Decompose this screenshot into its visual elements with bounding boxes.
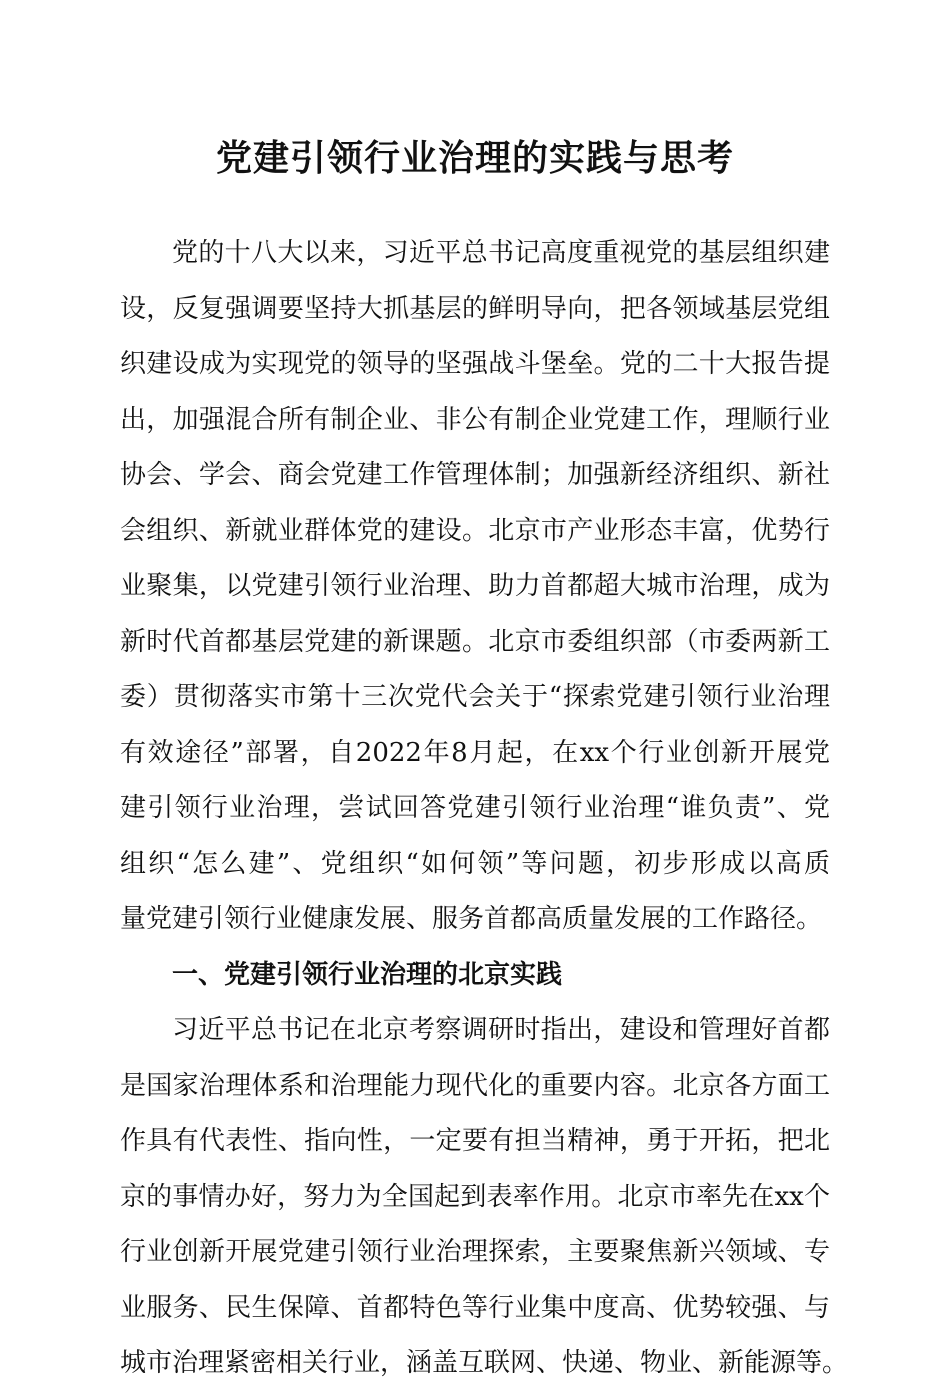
paragraph-line: 业聚集，以党建引领行业治理、助力首都超大城市治理，成为 [120, 571, 830, 601]
paragraph-line: 会组织、新就业群体党的建设。北京市产业形态丰富，优势行 [120, 515, 830, 546]
paragraph-1 [120, 226, 830, 948]
paragraph-line: 行业创新开展党建引领行业治理探索，主要聚焦新兴领域、专 [120, 1237, 830, 1267]
document-title: 党建引领行业治理的实践与思考 [215, 137, 734, 179]
paragraph-line: 是国家治理体系和治理能力现代化的重要内容。北京各方面工 [120, 1070, 830, 1101]
paragraph-2 [120, 1003, 849, 1392]
paragraph-line: 习近平总书记在北京考察调研时指出，建设和管理好首都 [172, 1015, 830, 1045]
paragraph-line: 出，加强混合所有制企业、非公有制企业党建工作，理顺行业 [120, 404, 830, 435]
paragraph-line: 建引领行业治理，尝试回答党建引领行业治理“谁负责”、党 [120, 793, 830, 823]
paragraph-line: 组织“怎么建”、党组织“如何领”等问题，初步形成以高质 [120, 848, 830, 879]
paragraph-line: 设，反复强调要坚持大抓基层的鲜明导向，把各领域基层党组 [120, 293, 830, 324]
paragraph-line: 量党建引领行业健康发展、服务首都高质量发展的工作路径。 [120, 904, 823, 934]
paragraph-line: 委）贯彻落实市第十三次党代会关于“探索党建引领行业治理 [120, 682, 830, 712]
paragraph-line: 业服务、民生保障、首都特色等行业集中度高、优势较强、与 [120, 1292, 830, 1323]
paragraph-line: 京的事情办好，努力为全国起到表率作用。北京市率先在xx个 [120, 1181, 830, 1212]
paragraph-line: 新时代首都基层党建的新课题。北京市委组织部（市委两新工 [120, 626, 830, 657]
paragraph-line: 作具有代表性、指向性，一定要有担当精神，勇于开拓，把北 [120, 1126, 830, 1156]
paragraph-line: 党的十八大以来，习近平总书记高度重视党的基层组织建 [172, 238, 830, 268]
paragraph-line: 协会、学会、商会党建工作管理体制；加强新经济组织、新社 [120, 460, 830, 490]
paragraph-line: 有效途径”部署，自2022年8月起，在xx个行业创新开展党 [120, 737, 830, 768]
section-heading: 一、党建引领行业治理的北京实践 [172, 959, 563, 990]
document-body [120, 226, 849, 1392]
paragraph-line: 城市治理紧密相关行业，涵盖互联网、快递、物业、新能源等。 [120, 1348, 849, 1378]
paragraph-line: 织建设成为实现党的领导的坚强战斗堡垒。党的二十大报告提 [120, 349, 830, 379]
